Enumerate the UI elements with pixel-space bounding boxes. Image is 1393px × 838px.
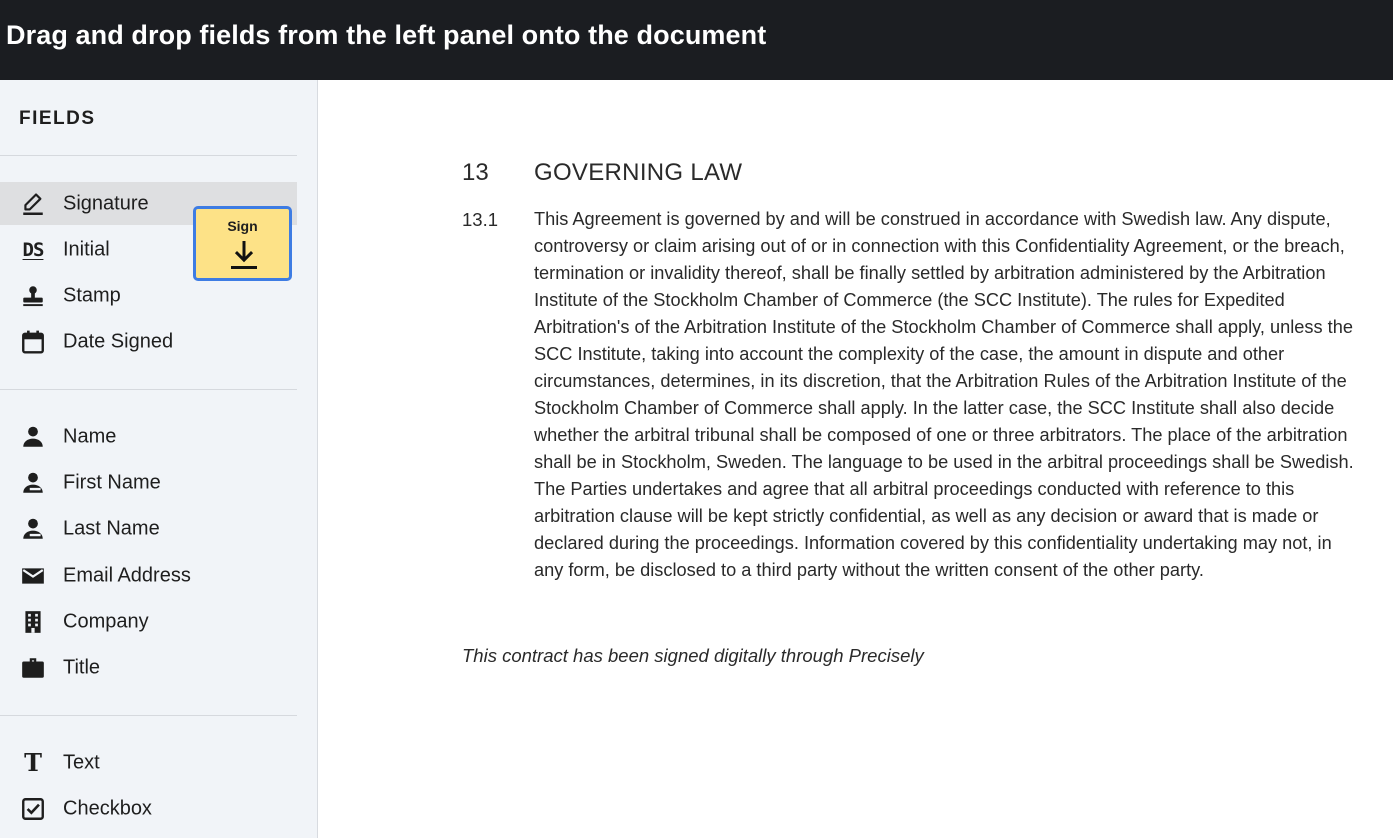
divider	[0, 715, 297, 716]
instruction-title: Drag and drop fields from the left panel onto the document	[6, 20, 767, 50]
download-arrow-icon	[230, 239, 258, 271]
pen-icon	[19, 190, 47, 218]
divider	[0, 155, 297, 156]
field-text[interactable]	[0, 741, 297, 784]
envelope-icon	[19, 562, 47, 590]
field-email-address[interactable]	[0, 554, 297, 597]
briefcase-icon	[19, 654, 47, 682]
clause-number: 13.1	[462, 209, 499, 230]
calendar-icon	[19, 328, 47, 356]
field-title[interactable]	[0, 646, 297, 689]
field-company[interactable]	[0, 600, 297, 643]
field-name[interactable]	[0, 415, 297, 458]
drag-badge-label: Sign	[227, 218, 258, 234]
person-icon	[19, 423, 47, 451]
section-number: 13	[462, 159, 489, 186]
field-label: Name	[63, 425, 117, 447]
fields-sidebar	[0, 80, 318, 838]
field-label: Company	[63, 610, 149, 632]
field-checkbox[interactable]	[0, 787, 297, 830]
section-title: GOVERNING LAW	[534, 159, 743, 186]
field-label: Last Name	[63, 517, 160, 539]
field-last-name[interactable]	[0, 507, 297, 550]
ds-icon	[19, 236, 47, 264]
field-label: Text	[63, 751, 100, 773]
field-label: First Name	[63, 471, 161, 493]
field-first-name[interactable]	[0, 461, 297, 504]
stamp-icon	[19, 282, 47, 310]
building-icon	[19, 608, 47, 636]
clause-text: This Agreement is governed by and will be construed in accordance with Swedish law. Any dispute, controversy or claim arising out of or in connection with this Confidentiality Agreement, or the breach, termination or invalidity thereof, shall be finally settled by arbitration administered by the Arbitration Institute of the Stockholm Chamber of Commerce (the SCC Institute). The rules for Expedited Arbitration's of the Arbitration Institute of the Stockholm Chamber of Commerce shall apply, unless the SCC Institute, taking into account the complexity of the case, the amount in dispute and other circumstances, determines, in its discretion, that the Arbitration Rules of the Arbitration Institute of the Stockholm Chamber of Commerce shall apply. In the latter case, the SCC Institute shall also decide whether the arbitral tribunal shall be composed of one or three arbitrators. The place of the arbitration shall be in Stockholm, Sweden. The language to be used in the arbitral proceedings shall be Swedish. The Parties undertakes and agree that all arbitral proceedings conducted with reference to this arbitration clause will be kept strictly confidential, as well as any decision or award that is made or declared during the proceedings. Information covered by this confidentiality undertaking may not, in any form, be disclosed to a third party without the written consent of the other party.	[534, 209, 1354, 580]
text-icon-glyph: T	[24, 748, 42, 777]
fields-heading: FIELDS	[19, 108, 96, 129]
field-label: Stamp	[63, 284, 121, 306]
field-label: Title	[63, 656, 101, 678]
checkbox-icon	[19, 795, 47, 823]
signature-note: This contract has been signed digitally through Precisely	[462, 645, 924, 666]
field-label: Signature	[63, 192, 149, 214]
field-label: Date Signed	[63, 330, 174, 352]
divider	[0, 389, 297, 390]
sign-drag-badge[interactable]	[193, 206, 292, 281]
text-icon	[19, 749, 47, 777]
field-label: Initial	[63, 238, 110, 260]
field-label: Checkbox	[63, 797, 152, 819]
field-date-signed[interactable]	[0, 320, 297, 363]
person-badge-icon	[19, 469, 47, 497]
person-badge-icon	[19, 515, 47, 543]
document-page[interactable]	[319, 80, 1393, 838]
field-label: Email Address	[63, 564, 191, 586]
ds-icon-text: DS	[22, 238, 44, 261]
top-bar	[0, 0, 1393, 80]
